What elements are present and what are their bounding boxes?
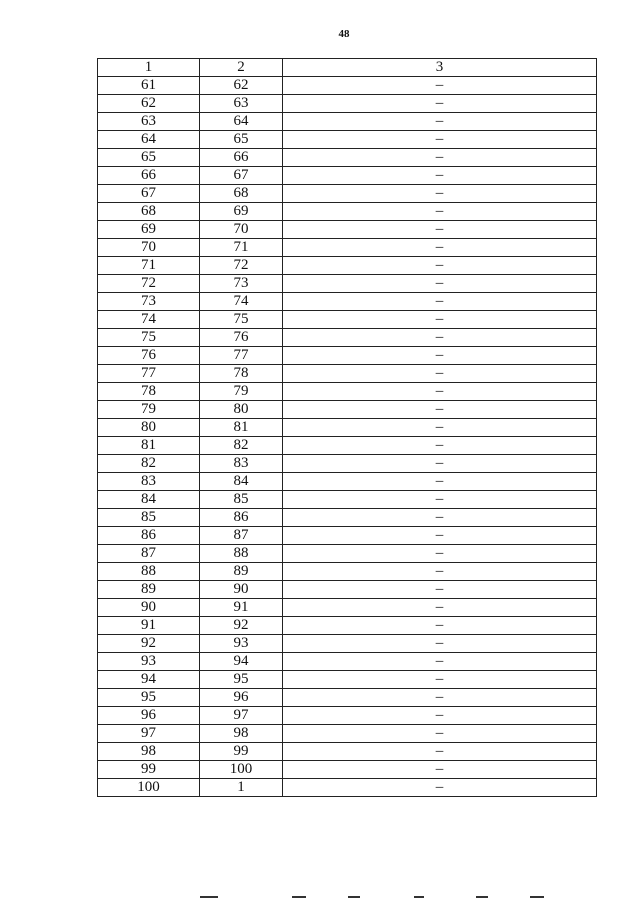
table-row: [98, 77, 597, 95]
table-row: [98, 437, 597, 455]
table-cell-col1: 70: [98, 239, 200, 257]
table-cell-col2: 69: [200, 203, 283, 221]
table-row: [98, 239, 597, 257]
table-cell-col2: 94: [200, 653, 283, 671]
table-cell-col2: 86: [200, 509, 283, 527]
table-cell-col3: –: [283, 167, 597, 185]
table-cell-col1: 84: [98, 491, 200, 509]
table-cell-col1: 61: [98, 77, 200, 95]
table-cell-col3: –: [283, 473, 597, 491]
table-cell-col3: –: [283, 419, 597, 437]
table-row: [98, 185, 597, 203]
table-cell-col2: 97: [200, 707, 283, 725]
table-cell-col1: 69: [98, 221, 200, 239]
table-cell-col3: –: [283, 437, 597, 455]
table-cell-col1: 75: [98, 329, 200, 347]
table-cell-col3: –: [283, 491, 597, 509]
table-row: [98, 545, 597, 563]
table-cell-col3: –: [283, 707, 597, 725]
table-cell-col3: –: [283, 347, 597, 365]
table-cell-col3: –: [283, 671, 597, 689]
table-row: [98, 455, 597, 473]
table-cell-col3: –: [283, 779, 597, 797]
table-row: [98, 419, 597, 437]
table-cell-col2: 70: [200, 221, 283, 239]
table-cell-col2: 81: [200, 419, 283, 437]
table-cell-col3: –: [283, 653, 597, 671]
page-number: 48: [338, 28, 350, 40]
table-cell-col2: 77: [200, 347, 283, 365]
table-cell-col1: 82: [98, 455, 200, 473]
table-cell-col3: –: [283, 275, 597, 293]
table-row: [98, 149, 597, 167]
table-row: [98, 221, 597, 239]
table-cell-col3: –: [283, 401, 597, 419]
table-cell-col3: –: [283, 527, 597, 545]
table-cell-col2: 80: [200, 401, 283, 419]
table-body: [98, 77, 597, 797]
table-row: [98, 473, 597, 491]
table-cell-col2: 99: [200, 743, 283, 761]
table-cell-col1: 95: [98, 689, 200, 707]
table-cell-col1: 76: [98, 347, 200, 365]
table-cell-col2: 62: [200, 77, 283, 95]
table-cell-col2: 90: [200, 581, 283, 599]
table-cell-col1: 74: [98, 311, 200, 329]
table-row: [98, 275, 597, 293]
table-cell-col2: 89: [200, 563, 283, 581]
table-cell-col2: 84: [200, 473, 283, 491]
table-cell-col1: 99: [98, 761, 200, 779]
table-cell-col3: –: [283, 185, 597, 203]
table-cell-col3: –: [283, 311, 597, 329]
table-cell-col2: 87: [200, 527, 283, 545]
table-cell-col1: 90: [98, 599, 200, 617]
table-cell-col1: 88: [98, 563, 200, 581]
table-cell-col1: 100: [98, 779, 200, 797]
data-table: [97, 58, 597, 797]
table-cell-col1: 68: [98, 203, 200, 221]
table-cell-col3: –: [283, 743, 597, 761]
table-row: [98, 509, 597, 527]
table-cell-col1: 71: [98, 257, 200, 275]
table-cell-col3: –: [283, 599, 597, 617]
table-cell-col1: 91: [98, 617, 200, 635]
table-cell-col1: 62: [98, 95, 200, 113]
table-row: [98, 779, 597, 797]
table-cell-col2: 83: [200, 455, 283, 473]
table-cell-col2: 96: [200, 689, 283, 707]
table-cell-col2: 68: [200, 185, 283, 203]
table-row: [98, 113, 597, 131]
table-cell-col3: –: [283, 761, 597, 779]
table-cell-col3: –: [283, 509, 597, 527]
table-row: [98, 563, 597, 581]
table-row: [98, 617, 597, 635]
table-cell-col1: 93: [98, 653, 200, 671]
table-row: [98, 707, 597, 725]
table-cell-col3: –: [283, 77, 597, 95]
table-row: [98, 653, 597, 671]
table-cell-col3: –: [283, 203, 597, 221]
table-cell-col2: 1: [200, 779, 283, 797]
table-cell-col3: –: [283, 617, 597, 635]
table-cell-col1: 63: [98, 113, 200, 131]
table-cell-col3: –: [283, 455, 597, 473]
table-cell-col3: –: [283, 563, 597, 581]
table-row: [98, 743, 597, 761]
table-cell-col1: 80: [98, 419, 200, 437]
table-row: [98, 725, 597, 743]
column-header-2: 2: [200, 59, 283, 77]
table-cell-col2: 73: [200, 275, 283, 293]
table-row: [98, 689, 597, 707]
table-row: [98, 329, 597, 347]
table-cell-col3: –: [283, 113, 597, 131]
table-cell-col3: –: [283, 257, 597, 275]
table-cell-col3: –: [283, 131, 597, 149]
table-cell-col2: 64: [200, 113, 283, 131]
table-cell-col3: –: [283, 329, 597, 347]
table-cell-col3: –: [283, 635, 597, 653]
table-cell-col2: 72: [200, 257, 283, 275]
table-cell-col1: 89: [98, 581, 200, 599]
table-cell-col2: 92: [200, 617, 283, 635]
table-cell-col1: 77: [98, 365, 200, 383]
table-row: [98, 311, 597, 329]
table-row: [98, 347, 597, 365]
table-row: [98, 401, 597, 419]
table-row: [98, 131, 597, 149]
table-cell-col2: 66: [200, 149, 283, 167]
table-cell-col2: 93: [200, 635, 283, 653]
table-cell-col1: 65: [98, 149, 200, 167]
table-cell-col1: 64: [98, 131, 200, 149]
table-row: [98, 365, 597, 383]
table-cell-col1: 97: [98, 725, 200, 743]
table-cell-col2: 98: [200, 725, 283, 743]
table-cell-col1: 83: [98, 473, 200, 491]
table-cell-col3: –: [283, 239, 597, 257]
table-cell-col2: 71: [200, 239, 283, 257]
table-cell-col1: 67: [98, 185, 200, 203]
table-row: [98, 491, 597, 509]
table-row: [98, 599, 597, 617]
table-cell-col2: 79: [200, 383, 283, 401]
table-cell-col3: –: [283, 581, 597, 599]
table-cell-col2: 100: [200, 761, 283, 779]
table-cell-col2: 63: [200, 95, 283, 113]
table-cell-col1: 78: [98, 383, 200, 401]
table-cell-col1: 98: [98, 743, 200, 761]
table-row: [98, 635, 597, 653]
table-cell-col3: –: [283, 689, 597, 707]
table-cell-col3: –: [283, 383, 597, 401]
table-cell-col2: 91: [200, 599, 283, 617]
table-cell-col1: 81: [98, 437, 200, 455]
table-cell-col1: 96: [98, 707, 200, 725]
column-header-1: 1: [98, 59, 200, 77]
table-row: [98, 581, 597, 599]
table-row: [98, 167, 597, 185]
table-cell-col2: 75: [200, 311, 283, 329]
table-cell-col1: 92: [98, 635, 200, 653]
table-cell-col1: 66: [98, 167, 200, 185]
table-cell-col3: –: [283, 725, 597, 743]
table-cell-col3: –: [283, 365, 597, 383]
table-row: [98, 293, 597, 311]
table-cell-col1: 86: [98, 527, 200, 545]
table-cell-col2: 82: [200, 437, 283, 455]
table-row: [98, 203, 597, 221]
table-row: [98, 383, 597, 401]
table-cell-col3: –: [283, 221, 597, 239]
table-cell-col3: –: [283, 293, 597, 311]
table-row: [98, 95, 597, 113]
table-cell-col2: 88: [200, 545, 283, 563]
table-cell-col1: 87: [98, 545, 200, 563]
table-row: [98, 671, 597, 689]
table-cell-col2: 76: [200, 329, 283, 347]
column-header-3: 3: [283, 59, 597, 77]
table-cell-col2: 85: [200, 491, 283, 509]
table-cell-col1: 73: [98, 293, 200, 311]
table-header-row: [98, 59, 597, 77]
footer-scan-marks: [200, 896, 580, 902]
table-cell-col1: 85: [98, 509, 200, 527]
table-cell-col1: 79: [98, 401, 200, 419]
table-row: [98, 257, 597, 275]
table-row: [98, 761, 597, 779]
table-cell-col2: 65: [200, 131, 283, 149]
table-cell-col2: 74: [200, 293, 283, 311]
table-cell-col2: 78: [200, 365, 283, 383]
table-cell-col3: –: [283, 545, 597, 563]
table-cell-col1: 72: [98, 275, 200, 293]
table-cell-col2: 95: [200, 671, 283, 689]
table-cell-col3: –: [283, 149, 597, 167]
table-cell-col2: 67: [200, 167, 283, 185]
table-cell-col3: –: [283, 95, 597, 113]
table-row: [98, 527, 597, 545]
table-cell-col1: 94: [98, 671, 200, 689]
